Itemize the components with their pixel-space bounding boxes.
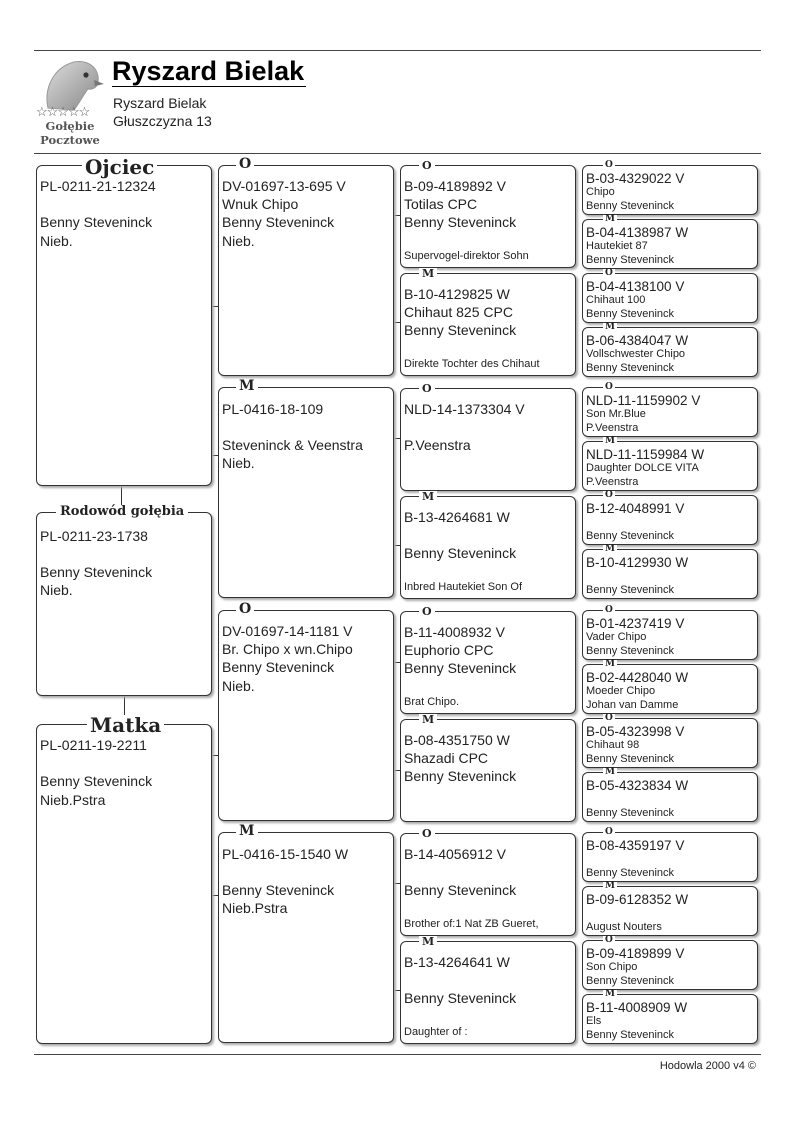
sire-marker: O: [605, 713, 613, 723]
ring-number: B-14-4056912 V: [404, 846, 506, 862]
pigeon-name: Els: [586, 1015, 602, 1027]
top-divider: [34, 50, 761, 51]
ring-number: B-04-4138100 V: [586, 279, 685, 294]
connector-gen1: [211, 306, 218, 307]
color: Nieb.: [40, 582, 73, 598]
breeder-name: Benny Steveninck: [586, 807, 675, 819]
pedigree-card-g7[interactable]: [582, 495, 758, 545]
pedigree-card-g13[interactable]: [582, 832, 758, 882]
logo-line2: Pocztowe: [40, 133, 100, 147]
breeder-name: P.Veenstra: [586, 422, 639, 434]
sire-marker: O: [236, 157, 254, 171]
dam-marker: M: [605, 214, 615, 224]
ring-number: PL-0416-18-109: [222, 401, 324, 417]
breeder-name: P.Veenstra: [586, 476, 639, 488]
ring-number: B-09-6128352 W: [586, 892, 689, 907]
sire-marker: O: [605, 268, 613, 278]
dam-marker: M: [605, 767, 615, 777]
dam-marker: M: [419, 714, 437, 725]
pigeon-name: Euphorio CPC: [404, 642, 494, 658]
pedigree-card-g4[interactable]: [582, 327, 758, 377]
breeder-name: Benny Steveninck: [222, 214, 335, 230]
color: Nieb.: [222, 455, 255, 471]
ring-number: PL-0416-15-1540 W: [222, 846, 349, 862]
pedigree-card-mf[interactable]: [218, 610, 394, 821]
pedigree-card-mm[interactable]: [218, 832, 394, 1043]
breeder-name: Benny Steveninck: [222, 659, 335, 675]
breeder-name: Benny Steveninck: [222, 882, 335, 898]
pigeon-name: Moeder Chipo: [586, 685, 656, 697]
ring-number: NLD-11-1159902 V: [586, 393, 701, 408]
ring-number: B-05-4323834 W: [586, 778, 689, 793]
pedigree-card-fm[interactable]: [218, 387, 394, 598]
dam-marker: M: [236, 379, 258, 393]
sire-marker: O: [605, 605, 613, 615]
ring-number: B-11-4008932 V: [404, 624, 505, 640]
pedigree-note: Daughter of :: [404, 1026, 468, 1038]
pedigree-card-mfm[interactable]: [400, 719, 576, 822]
breeder-name: August Nouters: [586, 921, 662, 933]
pedigree-card-subject[interactable]: [36, 512, 212, 696]
connector-gen2: [393, 545, 400, 546]
header-divider: [34, 153, 761, 154]
sire-marker: O: [605, 490, 613, 500]
breeder-name: Johan van Damme: [586, 699, 679, 711]
connector-gen2: [393, 770, 400, 771]
dam-marker: M: [419, 936, 437, 947]
logo-line1: Gołębie: [45, 119, 95, 133]
pedigree-card-mother[interactable]: [36, 724, 212, 1044]
breeder-name: Benny Steveninck: [404, 882, 517, 898]
breeder-name: Benny Steveninck: [586, 254, 675, 266]
ring-number: B-05-4323998 V: [586, 724, 685, 739]
color: Nieb.: [222, 233, 255, 249]
pedigree-card-g6[interactable]: [582, 441, 758, 491]
ring-number: B-08-4359197 V: [586, 838, 685, 853]
pigeon-name: Br. Chipo x wn.Chipo: [222, 641, 353, 657]
ring-number: B-04-4138987 W: [586, 225, 689, 240]
ring-number: B-03-4329022 V: [586, 171, 685, 186]
dam-marker: M: [605, 989, 615, 999]
breeder-name: Benny Steveninck: [586, 1029, 675, 1041]
color: Nieb.Pstra: [222, 900, 288, 916]
logo: [34, 56, 106, 148]
ring-number: B-06-4384047 W: [586, 333, 689, 348]
breeder-name: Benny Steveninck: [586, 753, 675, 765]
pedigree-card-fmf[interactable]: [400, 388, 576, 491]
sire-marker: O: [605, 160, 613, 170]
owner-title: Ryszard Bielak: [112, 56, 305, 86]
pedigree-note: Inbred Hautekiet Son Of: [404, 581, 523, 593]
sire-marker: O: [419, 160, 435, 171]
breeder-name: Steveninck & Veenstra: [222, 437, 363, 453]
logo-stars: ☆☆☆☆☆: [36, 104, 90, 119]
ring-number: DV-01697-13-695 V: [222, 178, 346, 194]
ring-number: NLD-14-1373304 V: [404, 401, 525, 417]
pedigree-note: Brat Chipo.: [404, 696, 460, 708]
pedigree-card-g5[interactable]: [582, 387, 758, 437]
dam-marker: M: [605, 322, 615, 332]
connector-gen1: [211, 755, 218, 756]
ring-number: B-02-4428040 W: [586, 670, 689, 685]
breeder-name: Benny Steveninck: [404, 660, 517, 676]
pedigree-card-g2[interactable]: [582, 219, 758, 269]
ring-number: NLD-11-1159984 W: [586, 447, 705, 462]
dam-marker: M: [605, 436, 615, 446]
ring-number: B-10-4129825 W: [404, 286, 510, 302]
ring-number: B-11-4008909 W: [586, 1000, 688, 1015]
ring-number: DV-01697-14-1181 V: [222, 623, 353, 639]
connector-gen2: [393, 438, 400, 439]
ring-number: PL-0211-19-2211: [40, 737, 147, 753]
color: Nieb.Pstra: [40, 792, 106, 808]
color: Nieb.: [222, 678, 255, 694]
pedigree-card-g16[interactable]: [582, 994, 758, 1044]
pigeon-name: Shazadi CPC: [404, 750, 489, 766]
ring-number: B-13-4264641 W: [404, 954, 510, 970]
sire-marker: O: [605, 935, 613, 945]
pigeon-name: Son Mr.Blue: [586, 408, 646, 420]
sire-marker: O: [605, 827, 613, 837]
ring-number: B-12-4048991 V: [586, 501, 685, 516]
connector-gen1: [211, 455, 218, 456]
breeder-name: Benny Steveninck: [586, 200, 675, 212]
pedigree-note: Supervogel-direktor Sohn: [404, 250, 529, 262]
pedigree-card-g15[interactable]: [582, 940, 758, 990]
breeder-name: Benny Steveninck: [586, 362, 675, 374]
pigeon-name: Chihaut 98: [586, 739, 640, 751]
connector-gen2: [393, 215, 400, 216]
pedigree-card-fff[interactable]: [400, 165, 576, 268]
breeder-name: Benny Steveninck: [404, 768, 517, 784]
pigeon-name: Daughter DOLCE VITA: [586, 462, 699, 474]
connector-gen2: [393, 322, 400, 323]
breeder-name: Benny Steveninck: [586, 645, 675, 657]
pedigree-card-g9[interactable]: [582, 610, 758, 660]
pigeon-name: Hautekiet 87: [586, 240, 648, 252]
pedigree-note: Brother of:1 Nat ZB Gueret,: [404, 918, 539, 930]
pigeon-name: Chihaut 825 CPC: [404, 304, 513, 320]
pigeon-name: Totilas CPC: [404, 196, 478, 212]
breeder-name: Benny Steveninck: [404, 990, 517, 1006]
pigeon-name: Vollschwester Chipo: [586, 348, 686, 360]
ring-number: B-09-4189892 V: [404, 178, 506, 194]
mother-label: Matka: [87, 715, 164, 735]
breeder-name: Benny Steveninck: [586, 308, 675, 320]
pedigree-card-g11[interactable]: [582, 718, 758, 768]
sire-marker: O: [419, 606, 435, 617]
dam-marker: M: [236, 824, 258, 838]
breeder-name: Benny Steveninck: [586, 584, 675, 596]
subject-label: Rodowód gołębia: [56, 505, 188, 518]
dam-marker: M: [605, 659, 615, 669]
pedigree-card-mmm[interactable]: [400, 941, 576, 1044]
connector-gen2: [393, 990, 400, 991]
dam-marker: M: [605, 544, 615, 554]
pigeon-name: Chipo: [586, 186, 615, 198]
dam-marker: M: [605, 881, 615, 891]
ring-number: B-13-4264681 W: [404, 509, 510, 525]
breeder-name: Benny Steveninck: [40, 564, 153, 580]
sire-marker: O: [605, 382, 613, 392]
pigeon-name: Chihaut 100: [586, 294, 646, 306]
pedigree-card-father[interactable]: [36, 165, 212, 486]
connector-gen1: [211, 895, 218, 896]
connector-gen2: [393, 662, 400, 663]
breeder-name: Benny Steveninck: [40, 214, 153, 230]
breeder-name: Benny Steveninck: [586, 530, 675, 542]
footer-credit: Hodowla 2000 v4 ©: [659, 1060, 756, 1072]
breeder-name: Benny Steveninck: [404, 214, 517, 230]
pedigree-card-mff[interactable]: [400, 611, 576, 714]
pedigree-note: Direkte Tochter des Chihaut: [404, 358, 540, 370]
sire-marker: O: [419, 828, 435, 839]
breeder-name: Benny Steveninck: [586, 867, 675, 879]
owner-name: Ryszard Bielak: [113, 95, 207, 111]
father-label: Ojciec: [82, 157, 157, 177]
ring-number: B-09-4189899 V: [586, 946, 685, 961]
breeder-name: Benny Steveninck: [404, 322, 517, 338]
ring-number: PL-0211-21-12324: [40, 178, 156, 194]
pedigree-card-mmf[interactable]: [400, 833, 576, 936]
color: Nieb.: [40, 233, 73, 249]
pigeon-name: Son Chipo: [586, 961, 638, 973]
sire-marker: O: [419, 383, 435, 394]
pedigree-card-ff[interactable]: [218, 165, 394, 376]
breeder-name: Benny Steveninck: [586, 975, 675, 987]
pedigree-card-g10[interactable]: [582, 664, 758, 714]
ring-number: B-08-4351750 W: [404, 732, 510, 748]
owner-address: Głuszczyzna 13: [113, 113, 212, 129]
pedigree-card-g1[interactable]: [582, 165, 758, 215]
ring-number: B-10-4129930 W: [586, 555, 689, 570]
footer-divider: [34, 1054, 761, 1055]
pedigree-card-g14[interactable]: [582, 886, 758, 936]
pedigree-card-fmm[interactable]: [400, 496, 576, 599]
breeder-name: Benny Steveninck: [404, 545, 517, 561]
pedigree-card-ffm[interactable]: [400, 273, 576, 376]
breeder-name: Benny Steveninck: [40, 773, 153, 789]
pedigree-card-g3[interactable]: [582, 273, 758, 323]
pigeon-name: Vader Chipo: [586, 631, 647, 643]
connector-gen2: [393, 883, 400, 884]
pedigree-card-g12[interactable]: [582, 772, 758, 822]
pedigree-card-g8[interactable]: [582, 549, 758, 599]
ring-number: B-01-4237419 V: [586, 616, 685, 631]
dam-marker: M: [419, 268, 437, 279]
pigeon-name: Wnuk Chipo: [222, 196, 299, 212]
sire-marker: O: [236, 602, 254, 616]
dam-marker: M: [419, 491, 437, 502]
breeder-name: P.Veenstra: [404, 437, 471, 453]
ring-number: PL-0211-23-1738: [40, 528, 148, 544]
